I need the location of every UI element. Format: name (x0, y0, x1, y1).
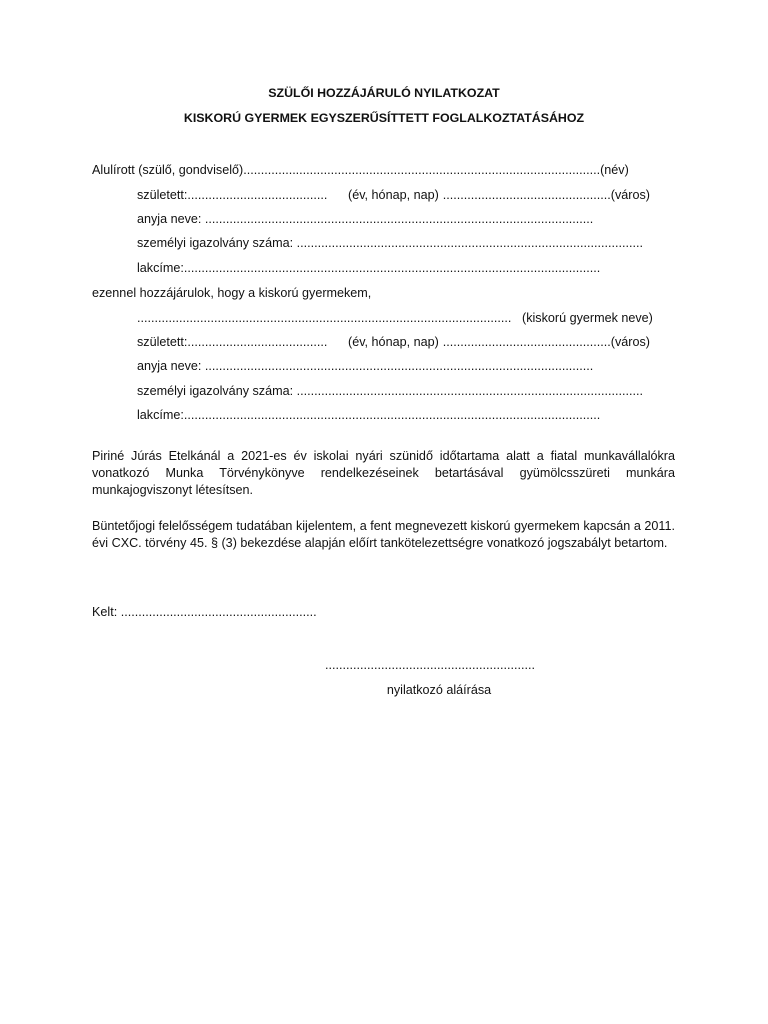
date-place-label: Kelt: (92, 605, 118, 619)
signature-line: ............................................................ (325, 658, 535, 672)
parent-city-suffix: (város) (610, 188, 650, 202)
child-address-row (137, 407, 659, 423)
parent-born-field: ........................................ (187, 188, 328, 202)
child-mother-row (137, 358, 659, 374)
liability-paragraph: Büntetőjogi felelősségem tudatában kijelentem, a fent megnevezett kiskorú gyermekem kapcsán a 2011. évi CXC. törvény 45. § (3) bekezdése alapján előírt tankötelezettségre vonatkozó jogszabályt betartom. (92, 519, 675, 550)
parent-id-label: személyi igazolvány száma: (137, 236, 294, 250)
employment-paragraph: Piriné Júrás Etelkánál a 2021-es év iskolai nyári szünidő időtartama alatt a fiatal munkavállalókra vonatkozó Munka Törvénykönyve rendelkezéseinek betartásával gyümölcsszüreti munkára munkajogviszonyt létesítsen. (92, 449, 675, 497)
parent-name-field: ...................................................................................................... (243, 163, 601, 177)
parent-address-field: ....................................................................................................................... (183, 261, 601, 275)
parent-born-row (137, 187, 327, 203)
date-place-row (92, 604, 317, 620)
parent-mother-label: anyja neve: (137, 212, 202, 226)
consent-line: ezennel hozzájárulok, hogy a kiskorú gyermekem, (92, 286, 372, 300)
parent-intro-text: Alulírott (szülő, gondviselő) (92, 163, 244, 177)
child-id-field: ................................................................................................... (296, 384, 643, 398)
parent-id-field: ................................................................................................... (296, 236, 643, 250)
parent-date-hint-text: (év, hónap, nap) (348, 188, 439, 202)
parent-mother-field: ............................................................................................................... (204, 212, 594, 226)
parent-name-suffix: (név) (600, 163, 629, 177)
child-date-hint (348, 334, 650, 350)
child-born-row (137, 334, 327, 350)
parent-born-label: született: (137, 188, 188, 202)
child-born-field: ........................................ (187, 335, 328, 349)
child-mother-label: anyja neve: (137, 359, 202, 373)
parent-mother-row (137, 211, 659, 227)
child-name-suffix: (kiskorú gyermek neve) (522, 311, 653, 325)
document-title: SZÜLŐI HOZZÁJÁRULÓ NYILATKOZAT (268, 86, 500, 100)
parent-intro-label (92, 162, 629, 178)
child-mother-field: ............................................................................................................... (204, 359, 594, 373)
parent-id-row (137, 235, 659, 251)
document-subtitle: KISKORÚ GYERMEK EGYSZERŰSÍTTETT FOGLALKOZTATÁSÁHOZ (183, 111, 585, 125)
child-name-field: ........................................................................................................... (137, 311, 512, 325)
parent-address-label: lakcíme: (137, 261, 184, 275)
child-date-hint-text: (év, hónap, nap) (348, 335, 439, 349)
child-address-field: ....................................................................................................................... (183, 408, 601, 422)
child-address-label: lakcíme: (137, 408, 184, 422)
child-id-row (137, 383, 659, 399)
parent-address-row (137, 260, 659, 276)
date-place-field: ........................................................ (120, 605, 317, 619)
parent-date-hint (348, 187, 650, 203)
child-born-label: született: (137, 335, 188, 349)
parent-city-field: ................................................ (442, 188, 611, 202)
child-city-field: ................................................ (442, 335, 611, 349)
signature-label: nyilatkozó aláírása (386, 683, 492, 697)
child-id-label: személyi igazolvány száma: (137, 384, 294, 398)
child-city-suffix: (város) (610, 335, 650, 349)
